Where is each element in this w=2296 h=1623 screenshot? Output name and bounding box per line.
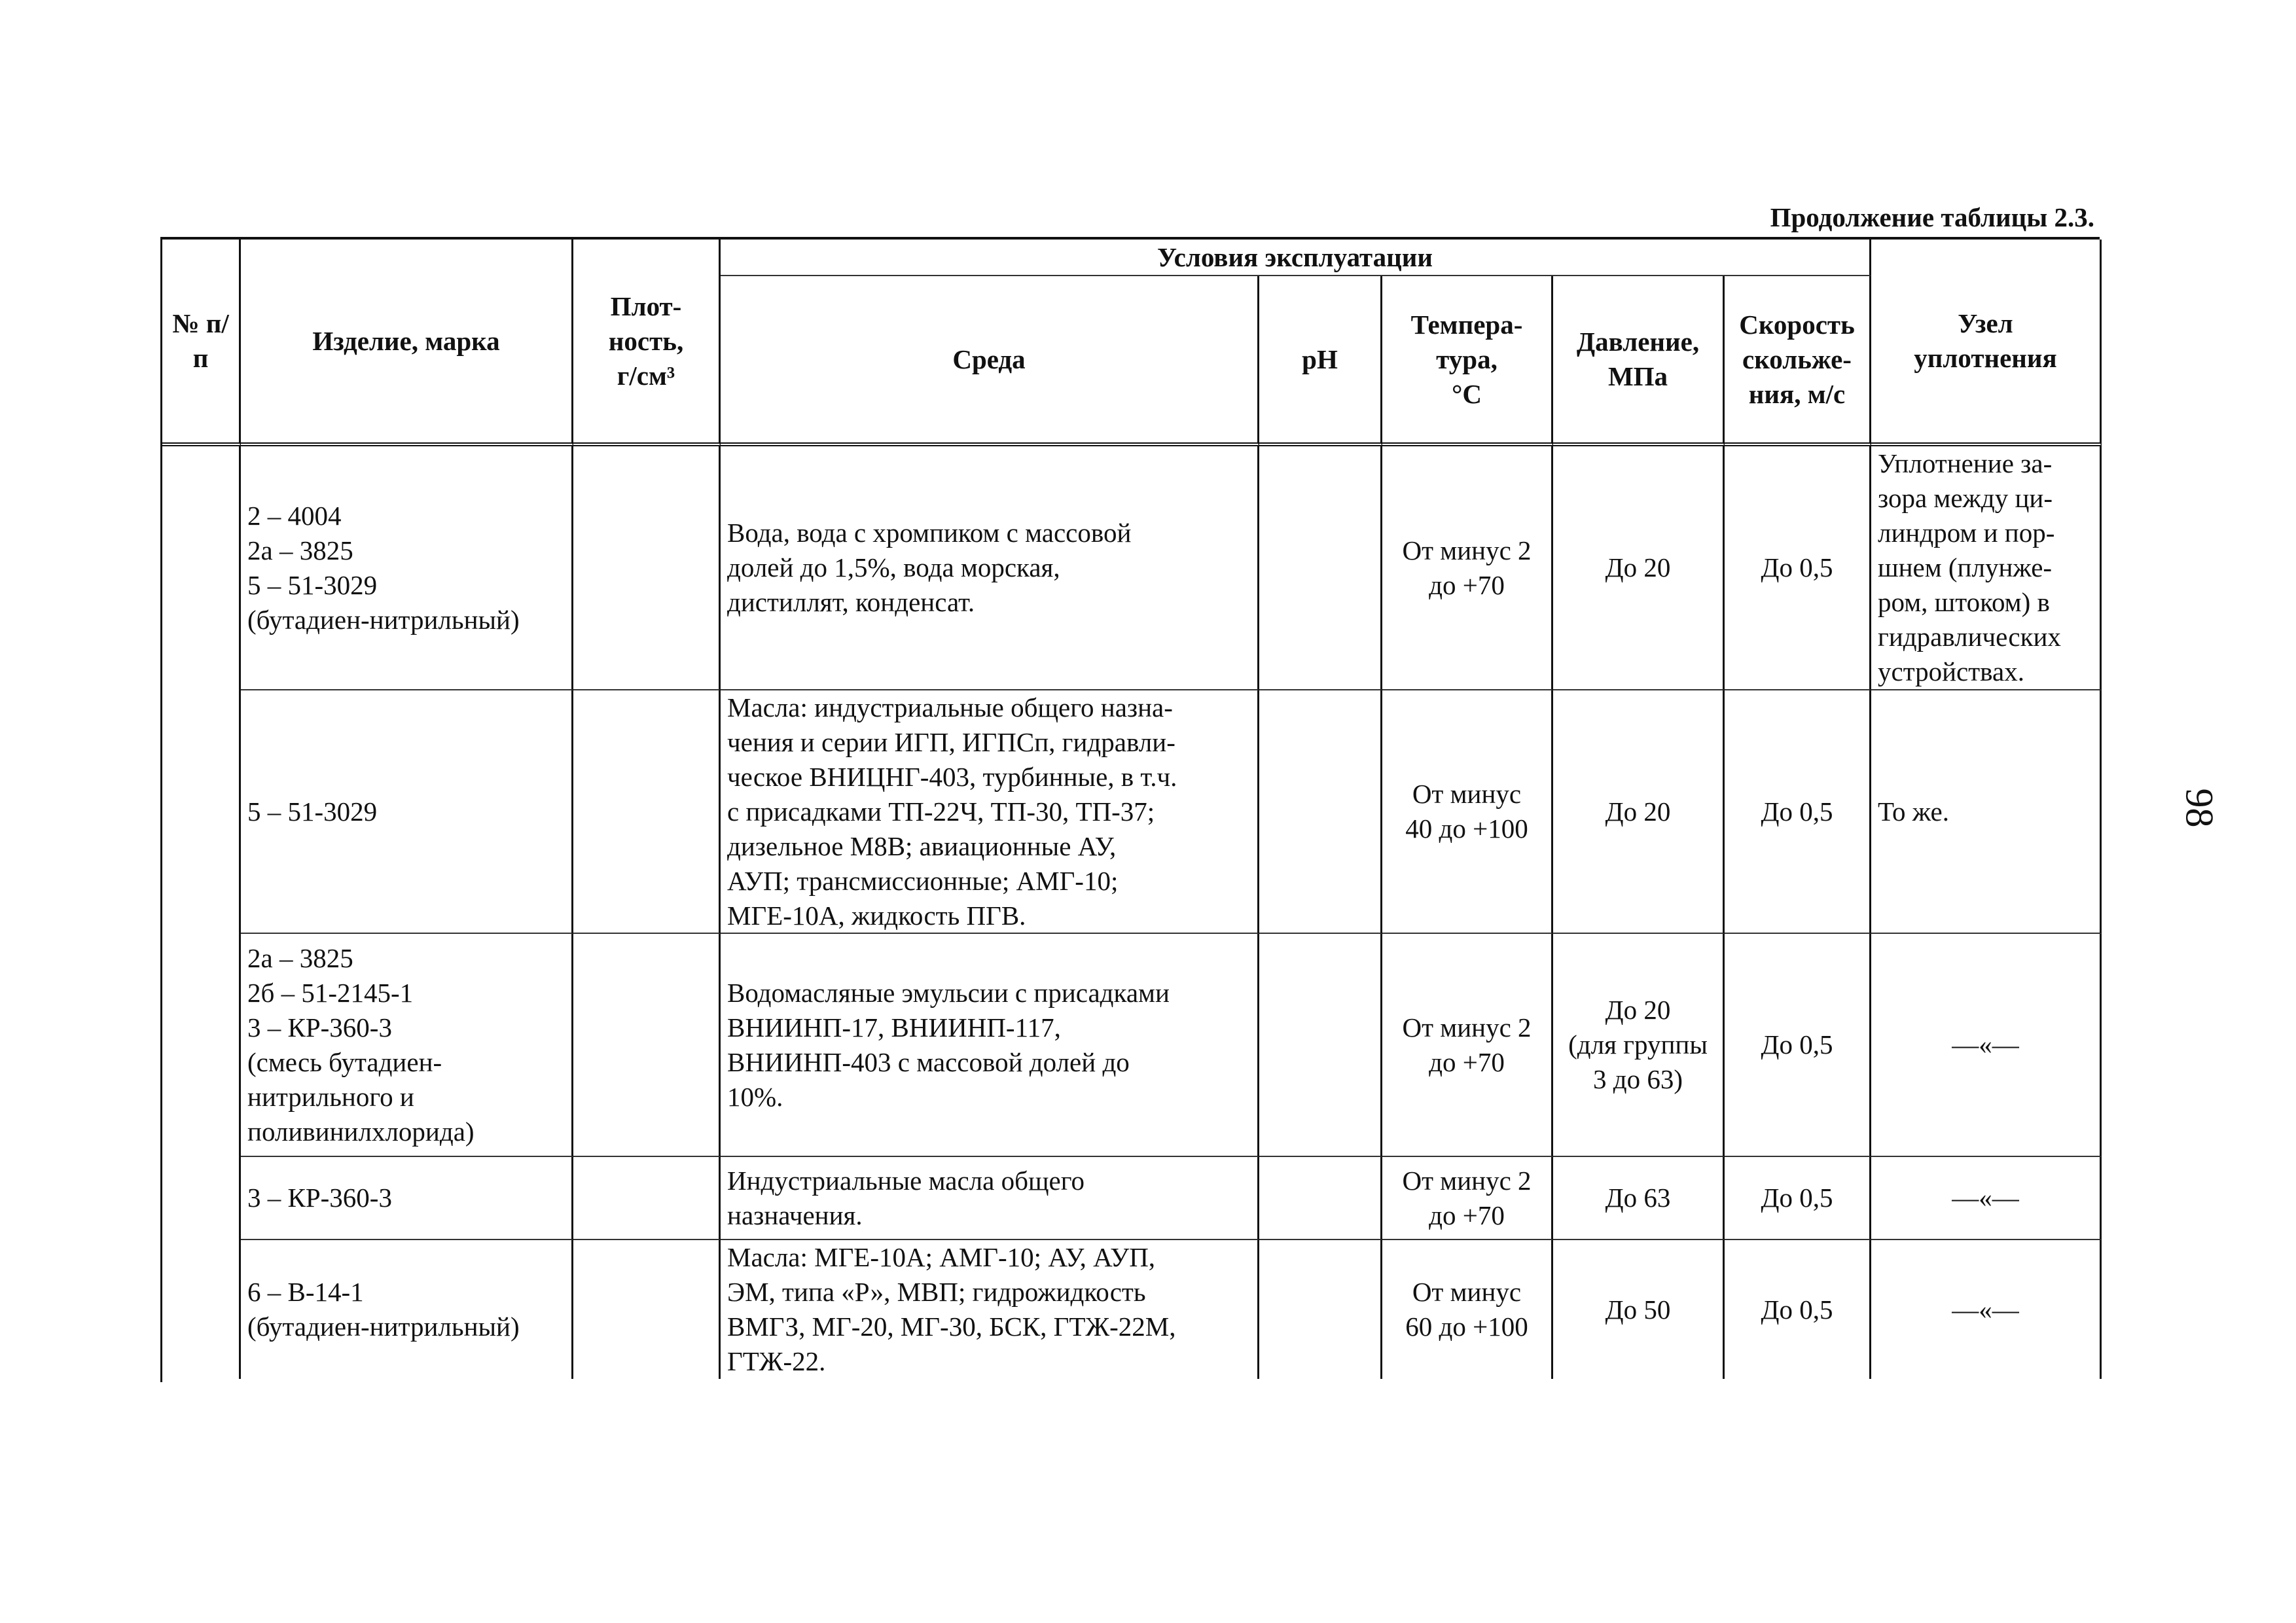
cell-density xyxy=(573,446,721,690)
header-medium: Среда xyxy=(721,276,1259,446)
cell-product: 3 – КР-360-3 xyxy=(241,1157,573,1240)
cell-node: Уплотнение за- зора между ци- линдром и пор- шнем (плунже- ром, штоком) в гидравлических устройствах. xyxy=(1871,446,2102,690)
cell-pressure: До 50 xyxy=(1553,1240,1725,1379)
cell-node: То же. xyxy=(1871,690,2102,934)
cell-ph xyxy=(1259,934,1382,1157)
header-temperature: Темпера- тура, °С xyxy=(1382,276,1553,446)
header-density: Плот- ность, г/см³ xyxy=(573,240,721,446)
cell-node: —«— xyxy=(1871,934,2102,1157)
cell-pressure: До 20 (для группы 3 до 63) xyxy=(1553,934,1725,1157)
cell-medium: Вода, вода с хромпиком с массовой долей до 1,5%, вода морская, дистиллят, конденсат. xyxy=(721,446,1259,690)
header-node: Узел уплотнения xyxy=(1871,240,2102,446)
cell-product: 2а – 3825 2б – 51-2145-1 3 – КР-360-3 (смесь бутадиен- нитрильного и поливинилхлорида) xyxy=(241,934,573,1157)
cell-temperature: От минус 60 до +100 xyxy=(1382,1240,1553,1379)
cell-pressure: До 63 xyxy=(1553,1157,1725,1240)
header-num: № п/п xyxy=(162,240,241,446)
cell-node: —«— xyxy=(1871,1240,2102,1379)
cell-medium: Водомасляные эмульсии с присадками ВНИИНП-17, ВНИИНП-117, ВНИИНП-403 с массовой долей до 10%. xyxy=(721,934,1259,1157)
cell-temperature: От минус 2 до +70 xyxy=(1382,934,1553,1157)
page-number: 98 xyxy=(2178,788,2221,828)
cell-speed: До 0,5 xyxy=(1725,1157,1871,1240)
cell-medium: Индустриальные масла общего назначения. xyxy=(721,1157,1259,1240)
cell-pressure: До 20 xyxy=(1553,690,1725,934)
cell-density xyxy=(573,934,721,1157)
cell-ph xyxy=(1259,690,1382,934)
cell-temperature: От минус 2 до +70 xyxy=(1382,446,1553,690)
header-product: Изделие, марка xyxy=(241,240,573,446)
cell-speed: До 0,5 xyxy=(1725,1240,1871,1379)
cell-speed: До 0,5 xyxy=(1725,934,1871,1157)
cell-temperature: От минус 2 до +70 xyxy=(1382,1157,1553,1240)
cell-node: —«— xyxy=(1871,1157,2102,1240)
data-table xyxy=(160,237,2100,1382)
cell-pressure: До 20 xyxy=(1553,446,1725,690)
cell-speed: До 0,5 xyxy=(1725,446,1871,690)
cell-ph xyxy=(1259,1240,1382,1379)
cell-product: 2 – 4004 2а – 3825 5 – 51-3029 (бутадиен-нитрильный) xyxy=(241,446,573,690)
cell-density xyxy=(573,1157,721,1240)
cell-product: 5 – 51-3029 xyxy=(241,690,573,934)
cell-num xyxy=(162,446,241,1379)
cell-speed: До 0,5 xyxy=(1725,690,1871,934)
header-conditions: Условия эксплуатации xyxy=(721,240,1871,276)
cell-density xyxy=(573,1240,721,1379)
header-pressure: Давление, МПа xyxy=(1553,276,1725,446)
header-ph: pH xyxy=(1259,276,1382,446)
table-caption: Продолжение таблицы 2.3. xyxy=(1770,202,2094,232)
cell-ph xyxy=(1259,446,1382,690)
cell-temperature: От минус 40 до +100 xyxy=(1382,690,1553,934)
cell-ph xyxy=(1259,1157,1382,1240)
header-speed: Скорость скольже- ния, м/с xyxy=(1725,276,1871,446)
cell-product: 6 – В-14-1 (бутадиен-нитрильный) xyxy=(241,1240,573,1379)
cell-medium: Масла: индустриальные общего назна- чения и серии ИГП, ИГПСп, гидравли- ческое ВНИЦНГ-403, турбинные, в т.ч. с присадками ТП-22Ч, ТП-30, ТП-37; дизельное М8В; авиационные АУ, АУП; трансмиссионные; АМГ-10; МГЕ-10А, жидкость ПГВ. xyxy=(721,690,1259,934)
cell-medium: Масла: МГЕ-10А; АМГ-10; АУ, АУП, ЭМ, типа «Р», МВП; гидрожидкость ВМГЗ, МГ-20, МГ-30, БСК, ГТЖ-22М, ГТЖ-22. xyxy=(721,1240,1259,1379)
cell-density xyxy=(573,690,721,934)
